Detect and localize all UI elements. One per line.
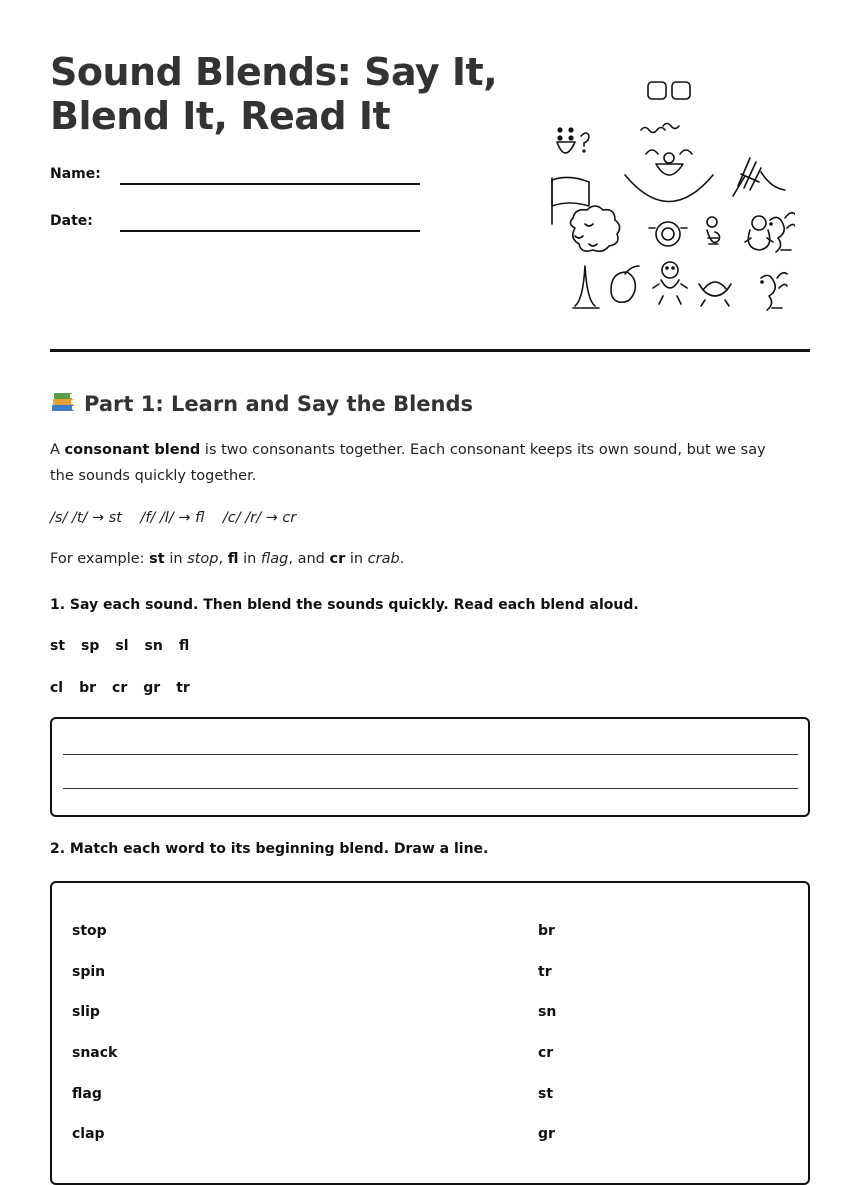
blend-item: fl	[178, 638, 190, 654]
blends-row-2	[50, 680, 206, 696]
answer-line[interactable]	[63, 754, 798, 755]
blend-item: sl	[115, 638, 129, 654]
question-2: 2. Match each word to its beginning blend. Draw a line.	[50, 841, 489, 857]
title-line-2: Blend It, Read It	[50, 94, 391, 138]
match-blend[interactable]: tr	[538, 964, 552, 980]
match-word[interactable]: clap	[72, 1126, 105, 1142]
example-word-3: crab	[367, 551, 400, 567]
intro-pre: A	[50, 442, 65, 458]
question-1: 1. Say each sound. Then blend the sounds quickly. Read each blend aloud.	[50, 597, 639, 613]
blend-item: sp	[81, 638, 100, 654]
worksheet-title	[50, 50, 510, 138]
example-blend-3: cr	[329, 551, 346, 567]
example-in-2: in	[238, 551, 261, 567]
matching-box[interactable]	[50, 881, 810, 1185]
date-label: Date:	[50, 213, 93, 229]
example-word-2: flag	[260, 551, 289, 567]
blend-item: tr	[176, 680, 190, 696]
blend-pictures-illustration	[545, 78, 795, 313]
title-line-1: Sound Blends: Say It,	[50, 50, 498, 94]
part1-heading	[50, 390, 473, 416]
answer-box-1[interactable]	[50, 717, 810, 817]
match-row	[52, 1126, 808, 1146]
example-blend-1: st	[149, 551, 165, 567]
example-end: .	[399, 551, 405, 567]
date-line[interactable]	[120, 230, 420, 232]
answer-line[interactable]	[63, 788, 798, 789]
example-in-3: in	[345, 551, 368, 567]
books-icon	[50, 390, 76, 414]
match-word[interactable]: stop	[72, 923, 107, 939]
blend-item: sn	[144, 638, 163, 654]
example-sentence	[50, 546, 790, 572]
blend-formula: /s/ /t/ → st /f/ /l/ → fl /c/ /r/ → cr	[50, 510, 297, 526]
name-line[interactable]	[120, 183, 420, 185]
match-row	[52, 964, 808, 984]
blend-item: cr	[112, 680, 128, 696]
blend-item: br	[79, 680, 97, 696]
match-blend[interactable]: br	[538, 923, 555, 939]
match-blend[interactable]: cr	[538, 1045, 554, 1061]
match-row	[52, 1004, 808, 1024]
match-row	[52, 923, 808, 943]
blend-item: st	[50, 638, 66, 654]
match-blend[interactable]: gr	[538, 1126, 555, 1142]
blend-item: cl	[50, 680, 64, 696]
intro-paragraph	[50, 437, 790, 489]
name-label: Name:	[50, 166, 101, 182]
example-word-1: stop	[187, 551, 219, 567]
match-word[interactable]: slip	[72, 1004, 100, 1020]
example-prefix: For example:	[50, 551, 150, 567]
match-word[interactable]: snack	[72, 1045, 118, 1061]
intro-post: is two consonants together. Each consonant keeps its own sound, but we say the sounds quickly together.	[50, 442, 766, 484]
part1-heading-text: Part 1: Learn and Say the Blends	[84, 392, 474, 416]
blend-item: gr	[143, 680, 161, 696]
name-field[interactable]	[50, 166, 430, 196]
date-field[interactable]	[50, 213, 430, 243]
blends-row-1	[50, 638, 205, 654]
match-row	[52, 1086, 808, 1106]
match-word[interactable]: flag	[72, 1086, 102, 1102]
match-word[interactable]: spin	[72, 964, 106, 980]
header-divider	[50, 349, 810, 352]
example-in-1: in	[164, 551, 188, 567]
example-blend-2: fl	[227, 551, 239, 567]
match-row	[52, 1045, 808, 1065]
example-sep-2: , and	[288, 551, 330, 567]
match-blend[interactable]: sn	[538, 1004, 557, 1020]
intro-bold-term: consonant blend	[64, 442, 201, 458]
example-sep-1: ,	[218, 551, 228, 567]
match-blend[interactable]: st	[538, 1086, 554, 1102]
